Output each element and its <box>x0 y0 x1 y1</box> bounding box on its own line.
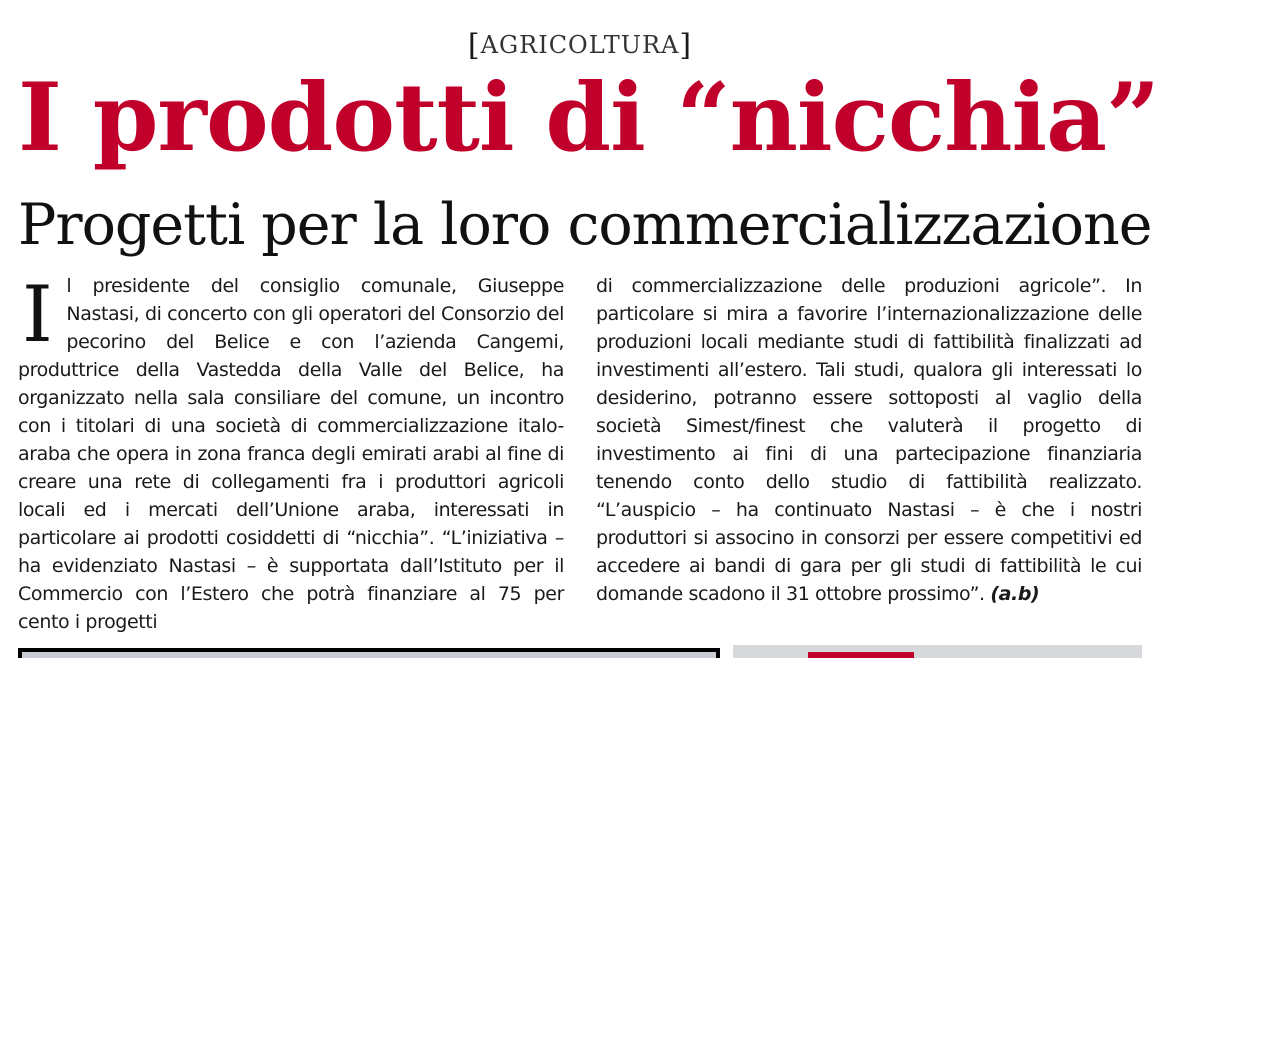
kicker-open-bracket: [ <box>467 28 481 63</box>
photo-box-top-edge <box>733 645 1142 658</box>
subheadline: Progetti per la loro commercializzazione <box>18 192 1152 258</box>
article-body-right: di commercializzazione delle produzioni agricole”. In particolare si mira a favorire l’internazionalizzazione delle produzioni locali mediante studi di fattibilità finalizzati ad investimenti all’estero. Tali studi, qualora gli interessati lo desiderino, potranno essere sottoposti al vaglio della società Simest/finest che valuterà il progetto di investimento ai fini di una partecipazione finanziaria tenendo conto dello studio di fattibilità realizzato. “L’auspicio – ha continuato Nastasi – è che i nostri produttori si associno in consorzi per essere competitivi ed accedere ai bandi di gara per gli studi di fattibilità le cui domande scadono il 31 ottobre prossimo”. <box>596 275 1142 605</box>
article-column-right <box>596 272 1142 608</box>
drop-cap: I <box>22 270 53 360</box>
headline: I prodotti di “nicchia” <box>18 63 1160 173</box>
article-body-right-paragraph <box>596 272 1142 608</box>
next-article-box-right-border <box>716 648 720 658</box>
article-column-left <box>18 272 564 636</box>
next-article-box-strip <box>22 652 716 658</box>
author-signature: (a.b) <box>990 583 1040 605</box>
article-body-left: l presidente del consiglio comunale, Giuseppe Nastasi, di concerto con gli operatori del Consorzio del pecorino del Belice e con l’azienda Cangemi, produttrice della Vastedda della Valle del Belice, ha organizzato nella sala consiliare del comune, un incontro con i titolari di una società di commercializzazione italo-araba che opera in zona franca degli emirati arabi al fine di creare una rete di collegamenti fra i produttori agricoli locali ed i mercati dell’Unione araba, interessati in particolare ai prodotti cosiddetti di “nicchia”. “L’iniziativa – ha evidenziato Nastasi – è supportata dall’Istituto per il Commercio con l’Estero che potrà finanziare al 75 per cento i progetti <box>18 275 564 633</box>
section-label: AGRICOLTURA <box>480 31 680 59</box>
photo-red-accent <box>808 652 914 658</box>
kicker-close-bracket: ] <box>679 28 693 63</box>
